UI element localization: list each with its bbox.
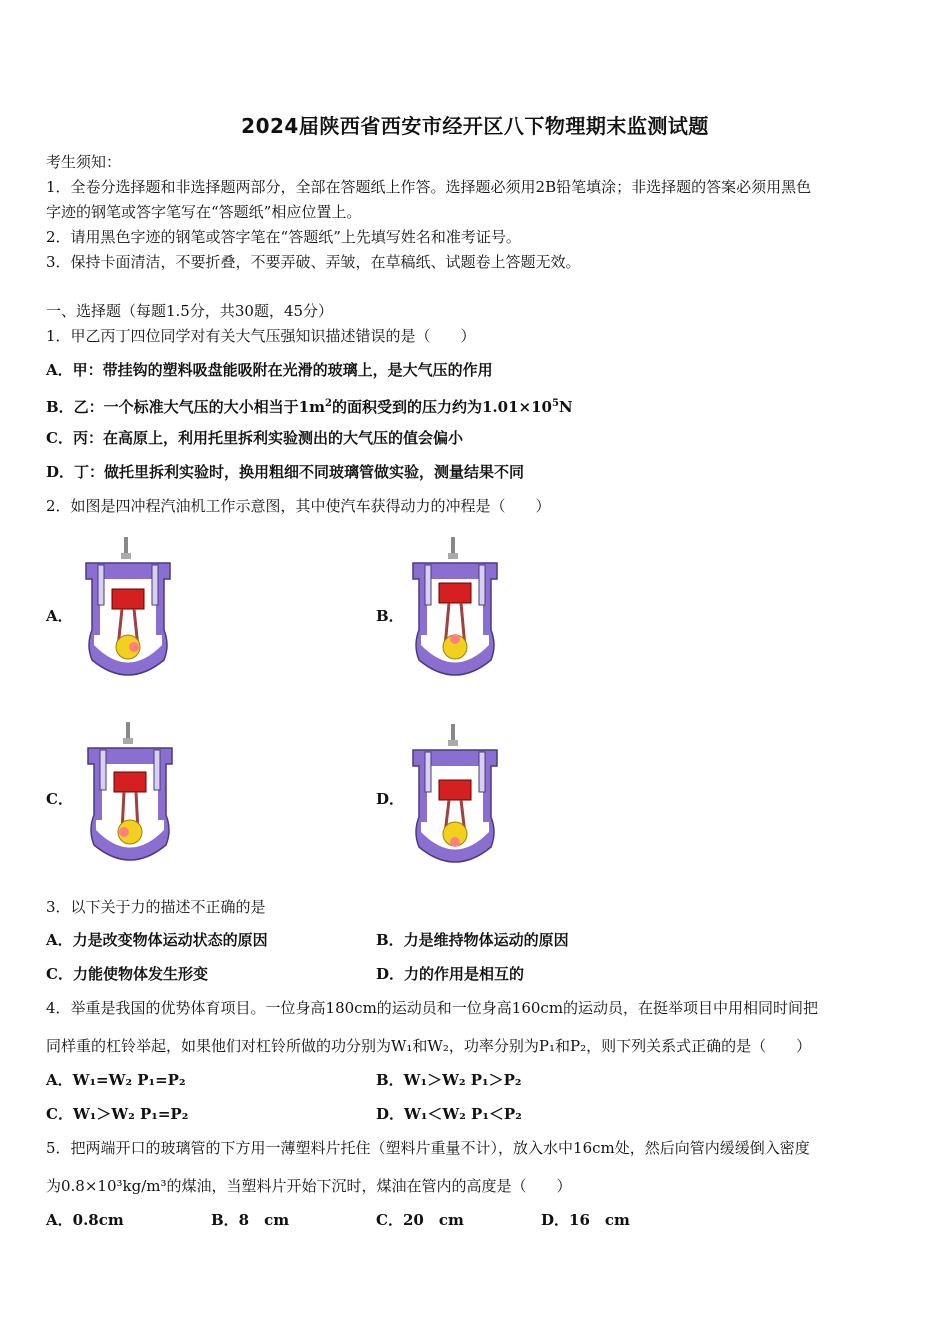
q3-option-b: B．力是维持物体运动的原因 [376, 931, 569, 949]
q1-option-a: A．甲：带挂钩的塑料吸盘能吸附在光滑的玻璃上，是大气压的作用 [46, 361, 493, 379]
q4-line-1: 4．举重是我国的优势体育项目。一位身高180cm的运动员和一位身高160cm的运动员，在挺举项目中用相同时间把 [46, 999, 819, 1017]
notice-item-3: 3．保持卡面清洁，不要折叠，不要弄破、弄皱，在草稿纸、试题卷上答题无效。 [46, 253, 581, 271]
q4-option-d: D．W₁＜W₂ P₁＜P₂ [376, 1105, 522, 1123]
q1-option-c: C．丙：在高原上，利用托里拆利实验测出的大气压的值会偏小 [46, 429, 463, 447]
notice-heading: 考生须知： [46, 153, 122, 171]
notice-item-1b: 字迹的钢笔或答字笔写在“答题纸”相应位置上。 [46, 203, 362, 221]
q1-option-b-sup2: 5 [551, 398, 559, 409]
section-heading: 一、选择题（每题1.5分，共30题，45分） [46, 302, 334, 320]
q1-stem: 1．甲乙丙丁四位同学对有关大气压强知识描述错误的是（ ） [46, 327, 476, 345]
q1-option-b-mid: 的面积受到的压力约为1.01×10 [331, 398, 552, 416]
q1-option-b-post: N [558, 398, 573, 416]
notice-item-2: 2．请用黑色字迹的钢笔或答字笔在“答题纸”上先填写姓名和准考证号。 [46, 228, 521, 246]
engine-diagram-d [405, 722, 505, 872]
q5-line-1: 5．把两端开口的玻璃管的下方用一薄塑料片托住（塑料片重量不计），放入水中16cm处，然后向管内缓缓倒入密度 [46, 1139, 810, 1157]
q4-option-c: C．W₁＞W₂ P₁=P₂ [46, 1105, 189, 1123]
page-title: 2024届陕西省西安市经开区八下物理期末监测试题 [241, 114, 709, 138]
q4-option-b: B．W₁＞W₂ P₁＞P₂ [376, 1071, 522, 1089]
q4-line-2: 同样重的杠铃举起，如果他们对杠铃所做的功分别为W₁和W₂，功率分别为P₁和P₂，则下列关系式正确的是（ ） [46, 1037, 812, 1055]
q2-option-a-label: A． [46, 607, 73, 625]
q1-option-b [46, 394, 573, 417]
q1-option-d: D．丁：做托里拆利实验时，换用粗细不同玻璃管做实验，测量结果不同 [46, 463, 525, 481]
q3-stem: 3．以下关于力的描述不正确的是 [46, 898, 266, 916]
q3-option-c: C．力能使物体发生形变 [46, 965, 208, 983]
engine-diagram-a [78, 535, 178, 685]
q5-option-a: A．0.8cm [46, 1211, 124, 1229]
q2-option-d-label: D． [376, 790, 405, 808]
q3-option-a: A．力是改变物体运动状态的原因 [46, 931, 268, 949]
q5-option-d: D．16 cm [541, 1211, 630, 1229]
q1-option-b-text: B．乙：一个标准大气压的大小相当于1m [46, 398, 325, 416]
q2-option-b-label: B． [376, 607, 404, 625]
notice-item-1a: 1．全卷分选择题和非选择题两部分，全部在答题纸上作答。选择题必须用2B铅笔填涂；非选择题的答案必须用黑色 [46, 178, 812, 196]
q5-option-c: C．20 cm [376, 1211, 464, 1229]
q5-line-2: 为0.8×10³kg/m³的煤油，当塑料片开始下沉时，煤油在管内的高度是（ ） [46, 1177, 572, 1195]
q1-option-b-sup: 2 [325, 398, 332, 409]
engine-diagram-c [80, 720, 180, 870]
q4-option-a: A．W₁=W₂ P₁=P₂ [46, 1071, 186, 1089]
engine-diagram-b [405, 535, 505, 685]
q3-option-d: D．力的作用是相互的 [376, 965, 525, 983]
q2-option-c-label: C． [46, 790, 73, 808]
q2-stem: 2．如图是四冲程汽油机工作示意图，其中使汽车获得动力的冲程是（ ） [46, 497, 551, 515]
q5-option-b: B．8 cm [211, 1211, 290, 1229]
